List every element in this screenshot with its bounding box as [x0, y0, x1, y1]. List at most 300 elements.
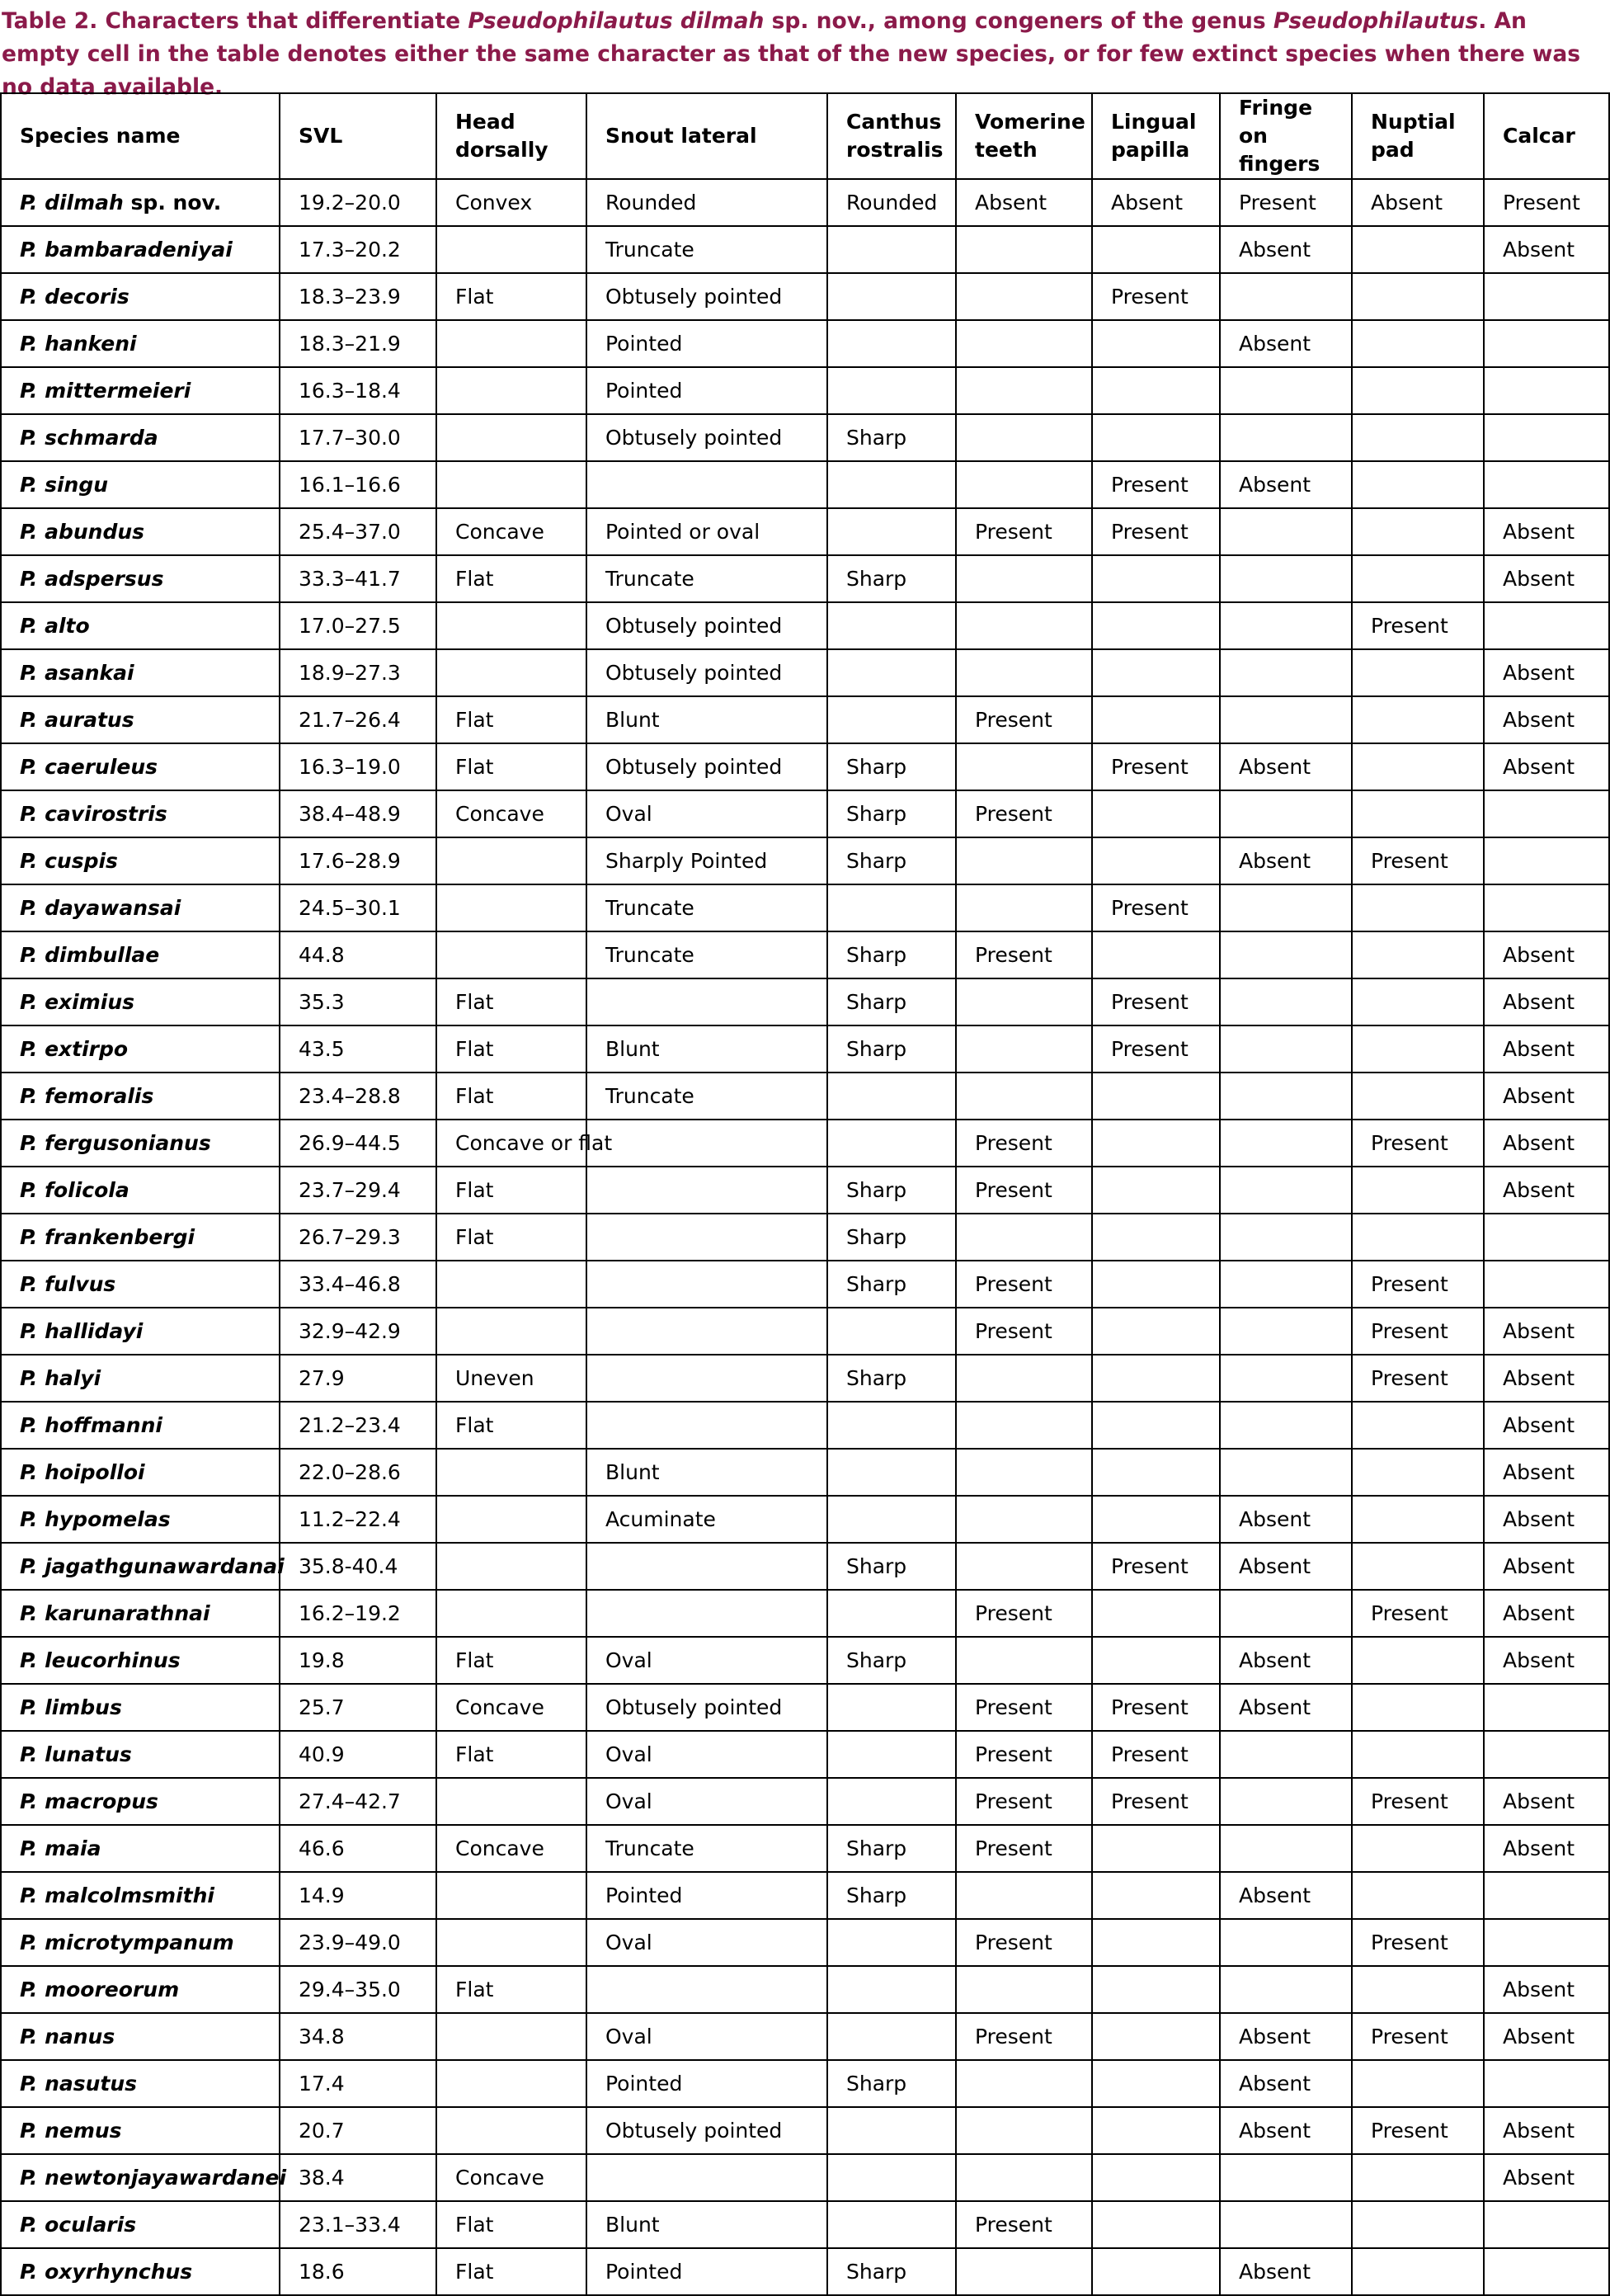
table-cell: [1352, 1402, 1484, 1449]
table-row: [1, 2060, 1609, 2107]
table-cell: 32.9–42.9: [280, 1308, 436, 1355]
species-name-cell: [1, 1073, 280, 1120]
table-cell: Obtusely pointed: [586, 273, 827, 320]
table-cell: [827, 461, 956, 508]
table-cell: [1092, 1167, 1220, 1214]
table-cell: Present: [1352, 837, 1484, 884]
table-row: [1, 743, 1609, 790]
table-cell: 35.8-40.4: [280, 1543, 436, 1590]
table-cell: Rounded: [827, 179, 956, 226]
table-cell: Acuminate: [586, 1496, 827, 1543]
table-cell: Blunt: [586, 2201, 827, 2248]
table-cell: [956, 1449, 1092, 1496]
table-cell: [1220, 1919, 1352, 1966]
table-row: [1, 2107, 1609, 2154]
species-name-cell: [1, 2201, 280, 2248]
table-cell: Flat: [436, 1637, 586, 1684]
table-cell: [827, 508, 956, 555]
table-row: [1, 884, 1609, 931]
table-cell: 18.9–27.3: [280, 649, 436, 696]
table-cell: [827, 1684, 956, 1731]
table-cell: Absent: [1220, 1637, 1352, 1684]
table-cell: Absent: [1484, 1120, 1609, 1167]
table-cell: 17.6–28.9: [280, 837, 436, 884]
species-name: P. dilmah: [20, 190, 124, 215]
table-cell: Absent: [1484, 555, 1609, 602]
table-row: [1, 367, 1609, 414]
species-name-cell: [1, 414, 280, 461]
table-cell: [1352, 1684, 1484, 1731]
table-cell: Sharp: [827, 1355, 956, 1402]
table-cell: [1352, 1167, 1484, 1214]
table-cell: 40.9: [280, 1731, 436, 1778]
table-cell: Concave: [436, 790, 586, 837]
table-cell: 27.9: [280, 1355, 436, 1402]
table-cell: [1220, 2201, 1352, 2248]
species-name: P. alto: [20, 613, 90, 638]
species-name: P. hypomelas: [20, 1506, 171, 1531]
table-cell: [1352, 884, 1484, 931]
table-cell: [1484, 2248, 1609, 2295]
table-row: [1, 1120, 1609, 1167]
table-row: [1, 1167, 1609, 1214]
table-cell: [956, 1355, 1092, 1402]
table-cell: Obtusely pointed: [586, 743, 827, 790]
table-cell: 22.0–28.6: [280, 1449, 436, 1496]
table-cell: [956, 1214, 1092, 1261]
table-cell: Present: [956, 1261, 1092, 1308]
table-cell: [1220, 1966, 1352, 2013]
table-cell: [586, 1402, 827, 1449]
table-cell: [1352, 1543, 1484, 1590]
table-cell: Concave: [436, 508, 586, 555]
table-cell: [827, 320, 956, 367]
table-row: [1, 273, 1609, 320]
table-cell: [956, 1402, 1092, 1449]
table-cell: Absent: [1484, 1025, 1609, 1073]
table-cell: [1352, 1449, 1484, 1496]
table-row: [1, 1308, 1609, 1355]
table-cell: 26.9–44.5: [280, 1120, 436, 1167]
table-row: [1, 414, 1609, 461]
table-cell: Absent: [1484, 1825, 1609, 1872]
species-name-cell: [1, 696, 280, 743]
table-cell: [1220, 414, 1352, 461]
table-cell: Concave: [436, 1684, 586, 1731]
table-cell: Present: [956, 1120, 1092, 1167]
table-cell: [1220, 931, 1352, 978]
table-cell: Oval: [586, 2013, 827, 2060]
species-name: P. singu: [20, 472, 109, 497]
table-cell: [956, 743, 1092, 790]
species-name: P. oxyrhynchus: [20, 2259, 193, 2284]
table-cell: Flat: [436, 696, 586, 743]
table-cell: [1220, 1825, 1352, 1872]
table-cell: [827, 226, 956, 273]
table-cell: [1352, 790, 1484, 837]
table-cell: [1352, 2248, 1484, 2295]
table-cell: [436, 649, 586, 696]
table-cell: Present: [1352, 1355, 1484, 1402]
table-cell: [436, 414, 586, 461]
table-cell: Absent: [1484, 1308, 1609, 1355]
species-name: P. karunarathnai: [20, 1601, 210, 1625]
table-cell: Flat: [436, 1167, 586, 1214]
table-cell: [1484, 414, 1609, 461]
table-cell: Absent: [1220, 2013, 1352, 2060]
table-cell: [586, 978, 827, 1025]
table-cell: [827, 1966, 956, 2013]
table-cell: [436, 320, 586, 367]
table-row: [1, 1684, 1609, 1731]
species-name: P. limbus: [20, 1695, 122, 1719]
table-cell: 21.7–26.4: [280, 696, 436, 743]
table-cell: [1092, 367, 1220, 414]
species-name-cell: [1, 2060, 280, 2107]
table-cell: [1092, 1214, 1220, 1261]
caption-text: Table 2. Characters that differentiate: [2, 8, 468, 34]
table-cell: Flat: [436, 2248, 586, 2295]
table-cell: Absent: [1484, 1402, 1609, 1449]
table-cell: [1220, 1261, 1352, 1308]
species-name: P. fulvus: [20, 1271, 116, 1296]
table-cell: [1352, 1872, 1484, 1919]
table-cell: 16.2–19.2: [280, 1590, 436, 1637]
table-cell: [956, 1966, 1092, 2013]
table-cell: [1352, 1025, 1484, 1073]
species-name-cell: [1, 179, 280, 226]
species-name-cell: [1, 790, 280, 837]
table-cell: [1092, 602, 1220, 649]
table-cell: [827, 1919, 956, 1966]
table-cell: 24.5–30.1: [280, 884, 436, 931]
table-cell: [1220, 367, 1352, 414]
table-cell: [1352, 978, 1484, 1025]
table-cell: Sharp: [827, 414, 956, 461]
table-cell: [1352, 1825, 1484, 1872]
table-cell: Truncate: [586, 226, 827, 273]
table-cell: Absent: [1484, 931, 1609, 978]
table-cell: Absent: [1484, 508, 1609, 555]
table-cell: [1352, 2201, 1484, 2248]
table-cell: [1352, 1214, 1484, 1261]
table-cell: [436, 1543, 586, 1590]
table-cell: 17.0–27.5: [280, 602, 436, 649]
table-cell: Pointed: [586, 2248, 827, 2295]
table-cell: Absent: [1220, 1496, 1352, 1543]
table-row: [1, 1966, 1609, 2013]
species-name: P. bambaradeniyai: [20, 237, 233, 262]
table-cell: Obtusely pointed: [586, 2107, 827, 2154]
table-cell: Present: [956, 1590, 1092, 1637]
table-cell: Present: [956, 1684, 1092, 1731]
table-cell: [586, 1261, 827, 1308]
table-cell: Pointed: [586, 367, 827, 414]
table-row: [1, 649, 1609, 696]
table-cell: [1092, 1637, 1220, 1684]
species-name-cell: [1, 226, 280, 273]
table-cell: Present: [1220, 179, 1352, 226]
table-cell: Present: [1092, 461, 1220, 508]
table-row: [1, 1496, 1609, 1543]
table-cell: 23.7–29.4: [280, 1167, 436, 1214]
table-cell: [1220, 1778, 1352, 1825]
table-cell: Present: [956, 2013, 1092, 2060]
table-cell: Absent: [956, 179, 1092, 226]
table-cell: Oval: [586, 790, 827, 837]
table-cell: Present: [956, 1167, 1092, 1214]
table-cell: Present: [1092, 1684, 1220, 1731]
table-cell: Absent: [1484, 1543, 1609, 1590]
table-cell: Absent: [1220, 837, 1352, 884]
column-header: Fringe on fingers: [1220, 93, 1352, 179]
table-cell: Absent: [1352, 179, 1484, 226]
table-cell: 23.1–33.4: [280, 2201, 436, 2248]
table-cell: Absent: [1092, 179, 1220, 226]
table-cell: 38.4: [280, 2154, 436, 2201]
table-cell: [956, 649, 1092, 696]
species-name: P. asankai: [20, 660, 134, 685]
table-cell: Present: [1092, 978, 1220, 1025]
table-cell: Present: [1092, 1778, 1220, 1825]
table-cell: [1352, 461, 1484, 508]
table-cell: [1220, 978, 1352, 1025]
table-cell: [1352, 743, 1484, 790]
species-name-cell: [1, 978, 280, 1025]
species-characters-table: [0, 92, 1610, 2296]
species-name-cell: [1, 1684, 280, 1731]
table-cell: [436, 461, 586, 508]
table-cell: [956, 2154, 1092, 2201]
species-name-cell: [1, 2013, 280, 2060]
table-cell: 34.8: [280, 2013, 436, 2060]
table-cell: [1092, 1919, 1220, 1966]
table-row: [1, 1590, 1609, 1637]
table-cell: [1220, 1025, 1352, 1073]
table-cell: Flat: [436, 978, 586, 1025]
table-cell: Absent: [1484, 1355, 1609, 1402]
table-cell: Absent: [1220, 1684, 1352, 1731]
table-cell: [436, 1261, 586, 1308]
table-cell: [436, 1496, 586, 1543]
species-name-cell: [1, 1825, 280, 1872]
table-cell: [1092, 1355, 1220, 1402]
species-name: P. nasutus: [20, 2071, 138, 2096]
table-cell: [1220, 2154, 1352, 2201]
table-cell: 20.7: [280, 2107, 436, 2154]
table-cell: Flat: [436, 2201, 586, 2248]
species-name-cell: [1, 931, 280, 978]
species-name: P. femoralis: [20, 1083, 154, 1108]
table-cell: Flat: [436, 743, 586, 790]
table-cell: [1092, 555, 1220, 602]
table-cell: [586, 1167, 827, 1214]
table-cell: [1484, 2201, 1609, 2248]
table-cell: [586, 1308, 827, 1355]
table-cell: 23.9–49.0: [280, 1919, 436, 1966]
table-cell: [1092, 1496, 1220, 1543]
table-cell: Truncate: [586, 884, 827, 931]
table-cell: [1092, 1261, 1220, 1308]
table-cell: [1092, 696, 1220, 743]
table-cell: [436, 1872, 586, 1919]
table-cell: Sharp: [827, 1261, 956, 1308]
table-cell: Absent: [1484, 2107, 1609, 2154]
table-cell: Present: [1092, 1543, 1220, 1590]
table-cell: Sharp: [827, 743, 956, 790]
table-cell: [1092, 2201, 1220, 2248]
table-cell: [586, 1120, 827, 1167]
table-cell: Truncate: [586, 931, 827, 978]
species-name-cell: [1, 1637, 280, 1684]
table-cell: [827, 367, 956, 414]
table-cell: [827, 602, 956, 649]
table-cell: Present: [1352, 1919, 1484, 1966]
table-cell: [956, 1637, 1092, 1684]
table-cell: [956, 273, 1092, 320]
table-cell: [586, 2154, 827, 2201]
table-cell: Rounded: [586, 179, 827, 226]
table-cell: [586, 1543, 827, 1590]
table-cell: Present: [1092, 884, 1220, 931]
table-cell: Convex: [436, 179, 586, 226]
species-name: P. hoipolloi: [20, 1459, 145, 1484]
table-cell: [436, 226, 586, 273]
table-cell: 11.2–22.4: [280, 1496, 436, 1543]
table-cell: Absent: [1220, 2060, 1352, 2107]
table-cell: 23.4–28.8: [280, 1073, 436, 1120]
table-row: [1, 2201, 1609, 2248]
table-cell: [1220, 555, 1352, 602]
species-name: P. hallidayi: [20, 1318, 144, 1343]
species-name: P. dimbullae: [20, 942, 160, 967]
table-row: [1, 179, 1609, 226]
table-cell: [1220, 1167, 1352, 1214]
table-cell: [1092, 649, 1220, 696]
species-name: P. malcolmsmithi: [20, 1883, 214, 1907]
table-cell: Obtusely pointed: [586, 602, 827, 649]
table-cell: Absent: [1484, 2154, 1609, 2201]
table-cell: [956, 1073, 1092, 1120]
table-row: [1, 1825, 1609, 1872]
table-cell: Sharp: [827, 1214, 956, 1261]
table-cell: Absent: [1220, 226, 1352, 273]
table-cell: [956, 461, 1092, 508]
table-cell: 18.6: [280, 2248, 436, 2295]
table-cell: [436, 1590, 586, 1637]
table-cell: [1484, 1919, 1609, 1966]
table-cell: Present: [1352, 2107, 1484, 2154]
table-cell: [956, 555, 1092, 602]
table-cell: Sharp: [827, 2248, 956, 2295]
column-header: SVL: [280, 93, 436, 179]
table-cell: Absent: [1484, 978, 1609, 1025]
table-cell: 29.4–35.0: [280, 1966, 436, 2013]
table-cell: [436, 1778, 586, 1825]
species-name-cell: [1, 884, 280, 931]
species-name: P. frankenbergi: [20, 1224, 195, 1249]
table-cell: Sharp: [827, 931, 956, 978]
column-header: Head dorsally: [436, 93, 586, 179]
species-name: P. schmarda: [20, 425, 158, 450]
table-cell: [1220, 1120, 1352, 1167]
table-cell: Oval: [586, 1919, 827, 1966]
table-cell: [1484, 1872, 1609, 1919]
species-name: P. leucorhinus: [20, 1648, 181, 1672]
table-cell: Absent: [1220, 320, 1352, 367]
table-cell: [436, 2107, 586, 2154]
species-name-cell: [1, 1402, 280, 1449]
table-cell: Absent: [1484, 696, 1609, 743]
table-cell: [1484, 2060, 1609, 2107]
table-cell: [956, 320, 1092, 367]
table-cell: [436, 2013, 586, 2060]
table-body: [1, 179, 1609, 2295]
table-cell: [1092, 226, 1220, 273]
table-cell: Present: [1092, 273, 1220, 320]
species-name: P. auratus: [20, 707, 134, 732]
table-cell: Absent: [1484, 1590, 1609, 1637]
table-row: [1, 602, 1609, 649]
table-cell: Sharply Pointed: [586, 837, 827, 884]
table-cell: Flat: [436, 1966, 586, 2013]
table-cell: [1092, 320, 1220, 367]
species-name: P. extirpo: [20, 1036, 129, 1061]
table-cell: Present: [956, 696, 1092, 743]
species-name-cell: [1, 367, 280, 414]
table-cell: [1220, 696, 1352, 743]
species-name-cell: [1, 1025, 280, 1073]
species-name: P. maia: [20, 1836, 101, 1860]
table-cell: Absent: [1220, 1872, 1352, 1919]
table-cell: Sharp: [827, 1167, 956, 1214]
table-cell: Present: [956, 1731, 1092, 1778]
table-cell: [1352, 1073, 1484, 1120]
table-cell: [1220, 1402, 1352, 1449]
table-cell: Absent: [1220, 461, 1352, 508]
table-row: [1, 790, 1609, 837]
table-cell: Sharp: [827, 1872, 956, 1919]
table-cell: 18.3–23.9: [280, 273, 436, 320]
species-name: P. microtympanum: [20, 1930, 234, 1954]
table-cell: [1352, 555, 1484, 602]
table-cell: [956, 1543, 1092, 1590]
table-cell: [586, 1355, 827, 1402]
table-cell: Present: [956, 1778, 1092, 1825]
species-name: P. adspersus: [20, 566, 164, 591]
table-row: [1, 1543, 1609, 1590]
species-name-cell: [1, 1496, 280, 1543]
table-cell: 38.4–48.9: [280, 790, 436, 837]
table-cell: [436, 602, 586, 649]
caption-genus-name: Pseudophilautus: [1273, 8, 1479, 34]
table-cell: [956, 1872, 1092, 1919]
table-cell: Sharp: [827, 1025, 956, 1073]
table-cell: [827, 1449, 956, 1496]
species-name-cell: [1, 602, 280, 649]
table-cell: [1352, 1637, 1484, 1684]
table-cell: Flat: [436, 1402, 586, 1449]
table-cell: [1484, 602, 1609, 649]
table-cell: 43.5: [280, 1025, 436, 1073]
table-cell: [1352, 1496, 1484, 1543]
table-header-row: [1, 93, 1609, 179]
table-cell: Pointed: [586, 320, 827, 367]
species-name-cell: [1, 1355, 280, 1402]
table-cell: [1092, 1872, 1220, 1919]
table-cell: Pointed or oval: [586, 508, 827, 555]
table-cell: [827, 2013, 956, 2060]
